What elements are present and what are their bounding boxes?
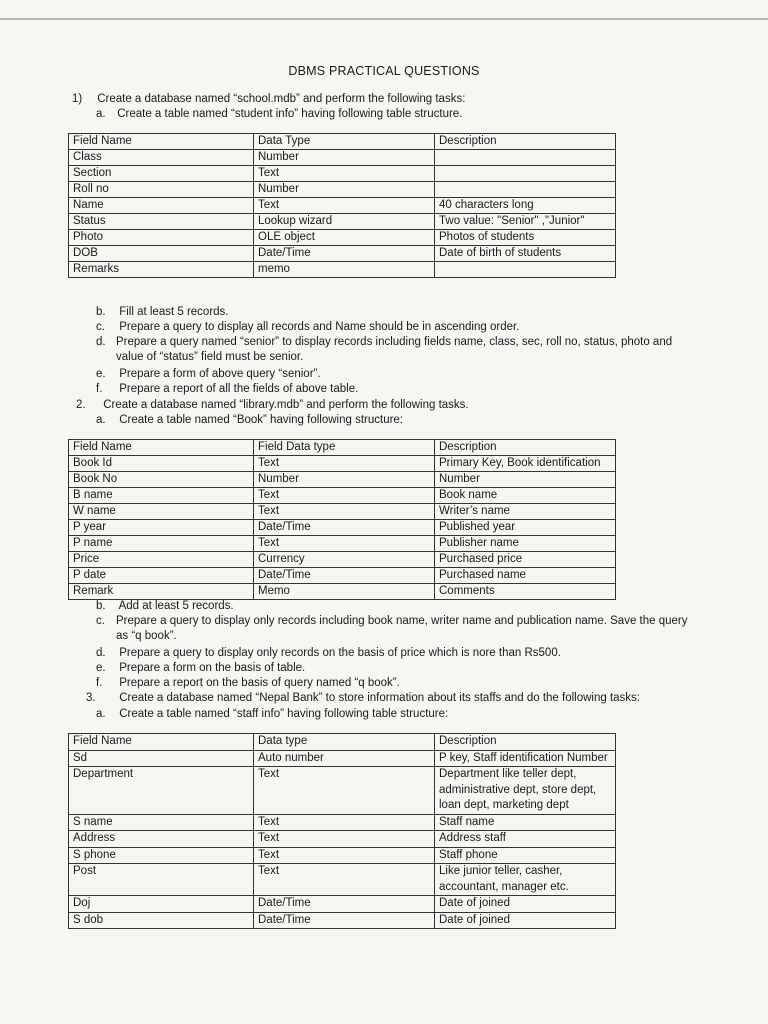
task-text: Create a table named “Book” having following structure: [119, 414, 404, 426]
table-cell: Book Id [69, 456, 254, 472]
student-info-table [68, 133, 616, 278]
table-cell: Like junior teller, casher, accountant, manager etc. [435, 864, 616, 896]
table-cell: Doj [69, 896, 254, 913]
table-row [69, 750, 616, 767]
table-cell: Date/Time [254, 568, 435, 584]
table-row [69, 767, 616, 815]
table-cell: memo [254, 262, 435, 278]
table-row [69, 488, 616, 504]
table-cell: Remarks [69, 262, 254, 278]
table-cell: Number [254, 182, 435, 198]
task-1f [96, 382, 358, 397]
table-row [69, 584, 616, 600]
task-text: Prepare a form on the basis of table. [119, 662, 306, 674]
table-cell: 40 characters long [435, 198, 616, 214]
task-text: Prepare a form of above query “senior”. [119, 368, 321, 380]
table-row [69, 246, 616, 262]
table-cell: Primary Key, Book identification [435, 456, 616, 472]
table-cell: Publisher name [435, 536, 616, 552]
task-label: b. [96, 306, 106, 318]
table-cell [435, 182, 616, 198]
task-label: f. [96, 677, 103, 689]
task-label: c. [96, 615, 105, 627]
table-cell: S name [69, 814, 254, 831]
task-1e [96, 367, 321, 382]
table-cell: Comments [435, 584, 616, 600]
table-cell [435, 150, 616, 166]
table-row [69, 912, 616, 929]
task-2f [96, 676, 400, 691]
table-row [69, 262, 616, 278]
question-text: Create a database named “Nepal Bank” to store information about its staffs and do the following tasks: [119, 692, 640, 704]
task-label: f. [96, 383, 103, 395]
table-cell: S phone [69, 847, 254, 864]
table-cell: Status [69, 214, 254, 230]
header-cell: Data Type [254, 134, 435, 150]
task-2e [96, 661, 305, 676]
task-label: c. [96, 321, 105, 333]
task-2b [96, 599, 234, 614]
task-text: Create a table named “staff info” having following table structure: [119, 708, 449, 720]
task-3a [96, 707, 448, 722]
header-cell: Field Name [69, 440, 254, 456]
table-cell [435, 166, 616, 182]
table-cell: Staff name [435, 814, 616, 831]
table-cell: Text [254, 198, 435, 214]
table-cell: P year [69, 520, 254, 536]
header-cell: Field Name [69, 134, 254, 150]
task-label: e. [96, 662, 106, 674]
task-1d [96, 335, 696, 365]
table-cell: Roll no [69, 182, 254, 198]
table-cell: Staff phone [435, 847, 616, 864]
table-cell: P key, Staff identification Number [435, 750, 616, 767]
table-cell: Text [254, 456, 435, 472]
task-label: d. [96, 336, 106, 348]
table-row [69, 472, 616, 488]
question-2 [76, 398, 469, 413]
table-row [69, 150, 616, 166]
table-cell: Section [69, 166, 254, 182]
question-3 [86, 691, 640, 706]
table-cell: Text [254, 488, 435, 504]
task-text: Prepare a report on the basis of query named “q book”. [119, 677, 400, 689]
table-cell: Auto number [254, 750, 435, 767]
table-cell: Purchased price [435, 552, 616, 568]
table-cell: Post [69, 864, 254, 896]
table-cell: Lookup wizard [254, 214, 435, 230]
table-cell: Class [69, 150, 254, 166]
task-1a [96, 107, 462, 122]
table-row [69, 568, 616, 584]
table-row [69, 864, 616, 896]
table-row [69, 504, 616, 520]
task-text: Prepare a report of all the fields of above table. [119, 383, 359, 395]
table-cell: Number [254, 150, 435, 166]
header-cell: Field Name [69, 734, 254, 751]
task-text: Prepare a query to display only records on the basis of price which is nore than Rs500. [119, 647, 561, 659]
table-cell: Name [69, 198, 254, 214]
table-cell: B name [69, 488, 254, 504]
table-row [69, 198, 616, 214]
task-label: d. [96, 647, 106, 659]
header-cell: Description [435, 134, 616, 150]
scan-edge-line [0, 18, 768, 20]
task-label: a. [96, 414, 106, 426]
table-cell: Book name [435, 488, 616, 504]
table-cell: Date of birth of students [435, 246, 616, 262]
task-label: a. [96, 108, 106, 120]
table-cell: Address staff [435, 831, 616, 848]
table-cell: P name [69, 536, 254, 552]
task-label: b. [96, 600, 106, 612]
table-row [69, 520, 616, 536]
header-cell: Data type [254, 734, 435, 751]
table-cell: Date/Time [254, 912, 435, 929]
table-cell: Text [254, 536, 435, 552]
table-cell: Photo [69, 230, 254, 246]
table-cell: Text [254, 504, 435, 520]
table-cell: Text [254, 831, 435, 848]
table-cell: Text [254, 864, 435, 896]
table-cell [435, 262, 616, 278]
question-number: 2. [76, 399, 86, 411]
task-text: Prepare a query named “senior” to display records including fields name, class, sec, roll no, status, photo and value of “status” field must be senior. [116, 336, 673, 363]
table-cell: Text [254, 814, 435, 831]
table-cell: Date of joined [435, 912, 616, 929]
task-label: a. [96, 708, 106, 720]
table-cell: Book No [69, 472, 254, 488]
table-row [69, 831, 616, 848]
table-cell: Published year [435, 520, 616, 536]
table-cell: Text [254, 767, 435, 815]
task-1b [96, 305, 229, 320]
question-text: Create a database named “school.mdb” and perform the following tasks: [97, 93, 466, 105]
question-number: 3. [86, 692, 96, 704]
table-row [69, 536, 616, 552]
book-table [68, 439, 616, 600]
table-row [69, 230, 616, 246]
table-cell: Address [69, 831, 254, 848]
table-row [69, 166, 616, 182]
task-1c [96, 320, 519, 335]
table-cell: Photos of students [435, 230, 616, 246]
table-cell: Department like teller dept, administrative dept, store dept, loan dept, marketing dept [435, 767, 616, 815]
staff-info-table [68, 733, 616, 929]
header-cell: Description [435, 440, 616, 456]
table-header-row [69, 734, 616, 751]
table-row [69, 896, 616, 913]
table-cell: Text [254, 847, 435, 864]
table-cell: W name [69, 504, 254, 520]
table-row [69, 182, 616, 198]
table-row [69, 456, 616, 472]
table-row [69, 214, 616, 230]
task-2a [96, 413, 403, 428]
table-cell: Date/Time [254, 896, 435, 913]
task-label: e. [96, 368, 106, 380]
table-cell: Writer’s name [435, 504, 616, 520]
question-1 [72, 92, 465, 107]
table-cell: Date/Time [254, 520, 435, 536]
table-cell: Number [254, 472, 435, 488]
table-cell: Price [69, 552, 254, 568]
question-number: 1) [72, 93, 83, 105]
page-title: DBMS PRACTICAL QUESTIONS [288, 64, 480, 78]
table-cell: Two value: "Senior" ,"Junior" [435, 214, 616, 230]
table-cell: Date/Time [254, 246, 435, 262]
question-text: Create a database named “library.mdb” and perform the following tasks. [103, 399, 469, 411]
table-header-row [69, 440, 616, 456]
table-cell: Number [435, 472, 616, 488]
table-cell: Text [254, 166, 435, 182]
table-cell: S dob [69, 912, 254, 929]
task-2d [96, 646, 561, 661]
task-text: Prepare a query to display only records including book name, writer name and publication name. Save the query as “q book”. [116, 615, 688, 642]
task-text: Prepare a query to display all records and Name should be in ascending order. [119, 321, 520, 333]
table-row [69, 552, 616, 568]
task-text: Fill at least 5 records. [119, 306, 229, 318]
task-text: Add at least 5 records. [118, 600, 234, 612]
table-row [69, 814, 616, 831]
table-cell: P date [69, 568, 254, 584]
table-cell: Memo [254, 584, 435, 600]
header-cell: Field Data type [254, 440, 435, 456]
table-header-row [69, 134, 616, 150]
header-cell: Description [435, 734, 616, 751]
table-cell: Remark [69, 584, 254, 600]
table-cell: DOB [69, 246, 254, 262]
task-2c [96, 614, 696, 644]
table-cell: Date of joined [435, 896, 616, 913]
table-row [69, 847, 616, 864]
table-cell: Purchased name [435, 568, 616, 584]
task-text: Create a table named “student info” having following table structure. [117, 108, 463, 120]
table-cell: Sd [69, 750, 254, 767]
table-cell: Department [69, 767, 254, 815]
table-cell: OLE object [254, 230, 435, 246]
table-cell: Currency [254, 552, 435, 568]
